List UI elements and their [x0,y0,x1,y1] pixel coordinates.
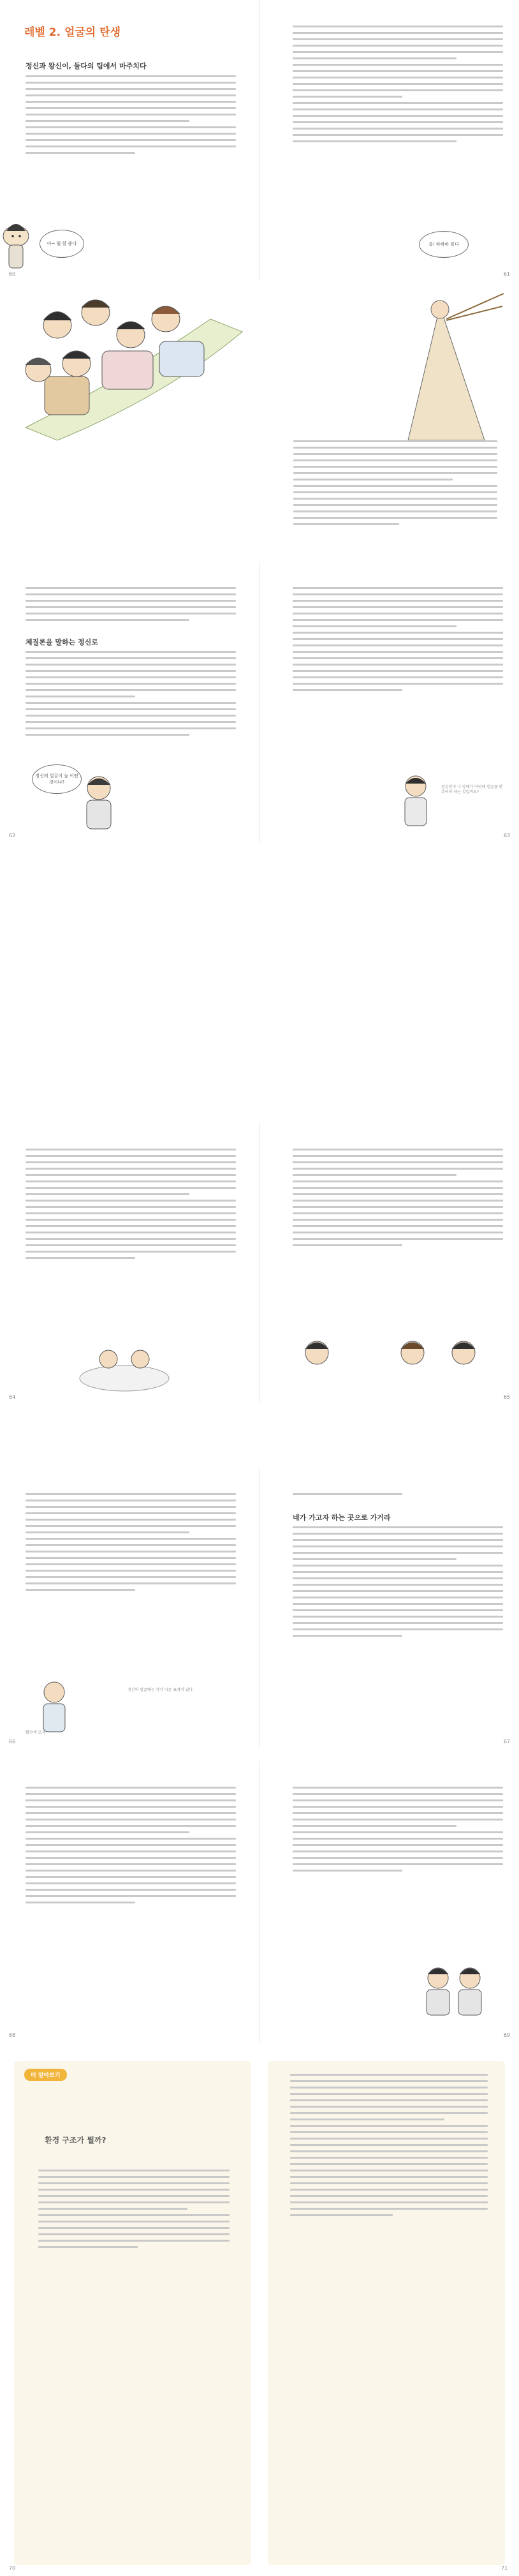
page-64 [0,1123,260,1404]
character-illustration [70,772,128,833]
page-number: 66 [9,1739,16,1745]
page-62 [0,562,260,842]
page-number: 67 [503,1739,510,1745]
body-text [293,1787,503,1876]
page-65 [260,1123,519,1404]
page-number: 63 [503,833,510,838]
character-illustration [32,1678,77,1736]
box-tag: 더 알아보기 [24,2069,67,2081]
page-60 [0,0,260,281]
body-text [26,1149,236,1263]
character-illustration [285,1327,495,1391]
body-text [293,587,503,696]
character-illustration [413,1953,495,2023]
figure-caption: 정신인이 나 장애가 아닌데 얼굴을 맞추어야 하는 것일까요? [441,785,503,794]
page-68 [0,1761,260,2042]
page-69 [260,1761,519,2042]
page-66 [0,1468,260,1748]
body-text [293,1526,503,1641]
speech-bubble: 아~ 뭘 할 좋다 [40,230,84,258]
character-illustration [77,1334,172,1394]
section-title: 체질론을 말하는 정신로 [26,638,98,646]
page-number: 62 [9,833,16,838]
body-text [293,1149,503,1251]
page-63 [260,562,519,842]
box-body-text [38,2170,230,2252]
gutter [259,1761,260,2042]
gutter [259,1468,260,1748]
body-text [26,587,236,625]
page-number: 70 [9,2565,16,2571]
body-text [26,1787,236,1908]
character-illustration [393,772,438,830]
page-number: 64 [9,1394,16,1400]
figure-caption: 빨간색 모자 [26,1731,45,1735]
speech-bubble: 흥! 하하하 볼다 [419,231,469,258]
figure-caption: 정신의 얼굴에는 각각 다른 표정이 있다 [128,1688,193,1692]
page-number: 60 [9,271,16,277]
page-number: 65 [503,1394,510,1400]
section-title: 네가 가고자 하는 곳으로 가거라 [293,1514,391,1522]
chapter-title: 레벨 2. 얼굴의 탄생 [24,26,121,39]
page-number: 61 [503,271,510,277]
body-text [293,26,503,147]
body-text [26,75,236,158]
body-text-continued [293,440,497,530]
box-title: 환경 구조가 뭘까? [45,2136,106,2145]
gutter [259,562,260,842]
page-67 [260,1468,519,1748]
page-number: 68 [9,2032,16,2038]
gutter [259,1123,260,1404]
body-text [293,1493,503,1500]
gutter [259,0,260,281]
page-number: 71 [501,2565,508,2571]
speech-bubble: 정신의 얼굴이 늘 어떤 것이냐? [32,764,82,794]
crowd-illustration [0,281,519,447]
body-text [26,1493,236,1595]
box-body-text-right [290,2074,488,2221]
body-text [26,651,236,740]
character-illustration [0,198,258,281]
page-61 [260,0,519,281]
page-number: 69 [503,2032,510,2038]
section-title: 정신과 왕신이, 둘다의 팀에서 마주치다 [26,62,147,70]
